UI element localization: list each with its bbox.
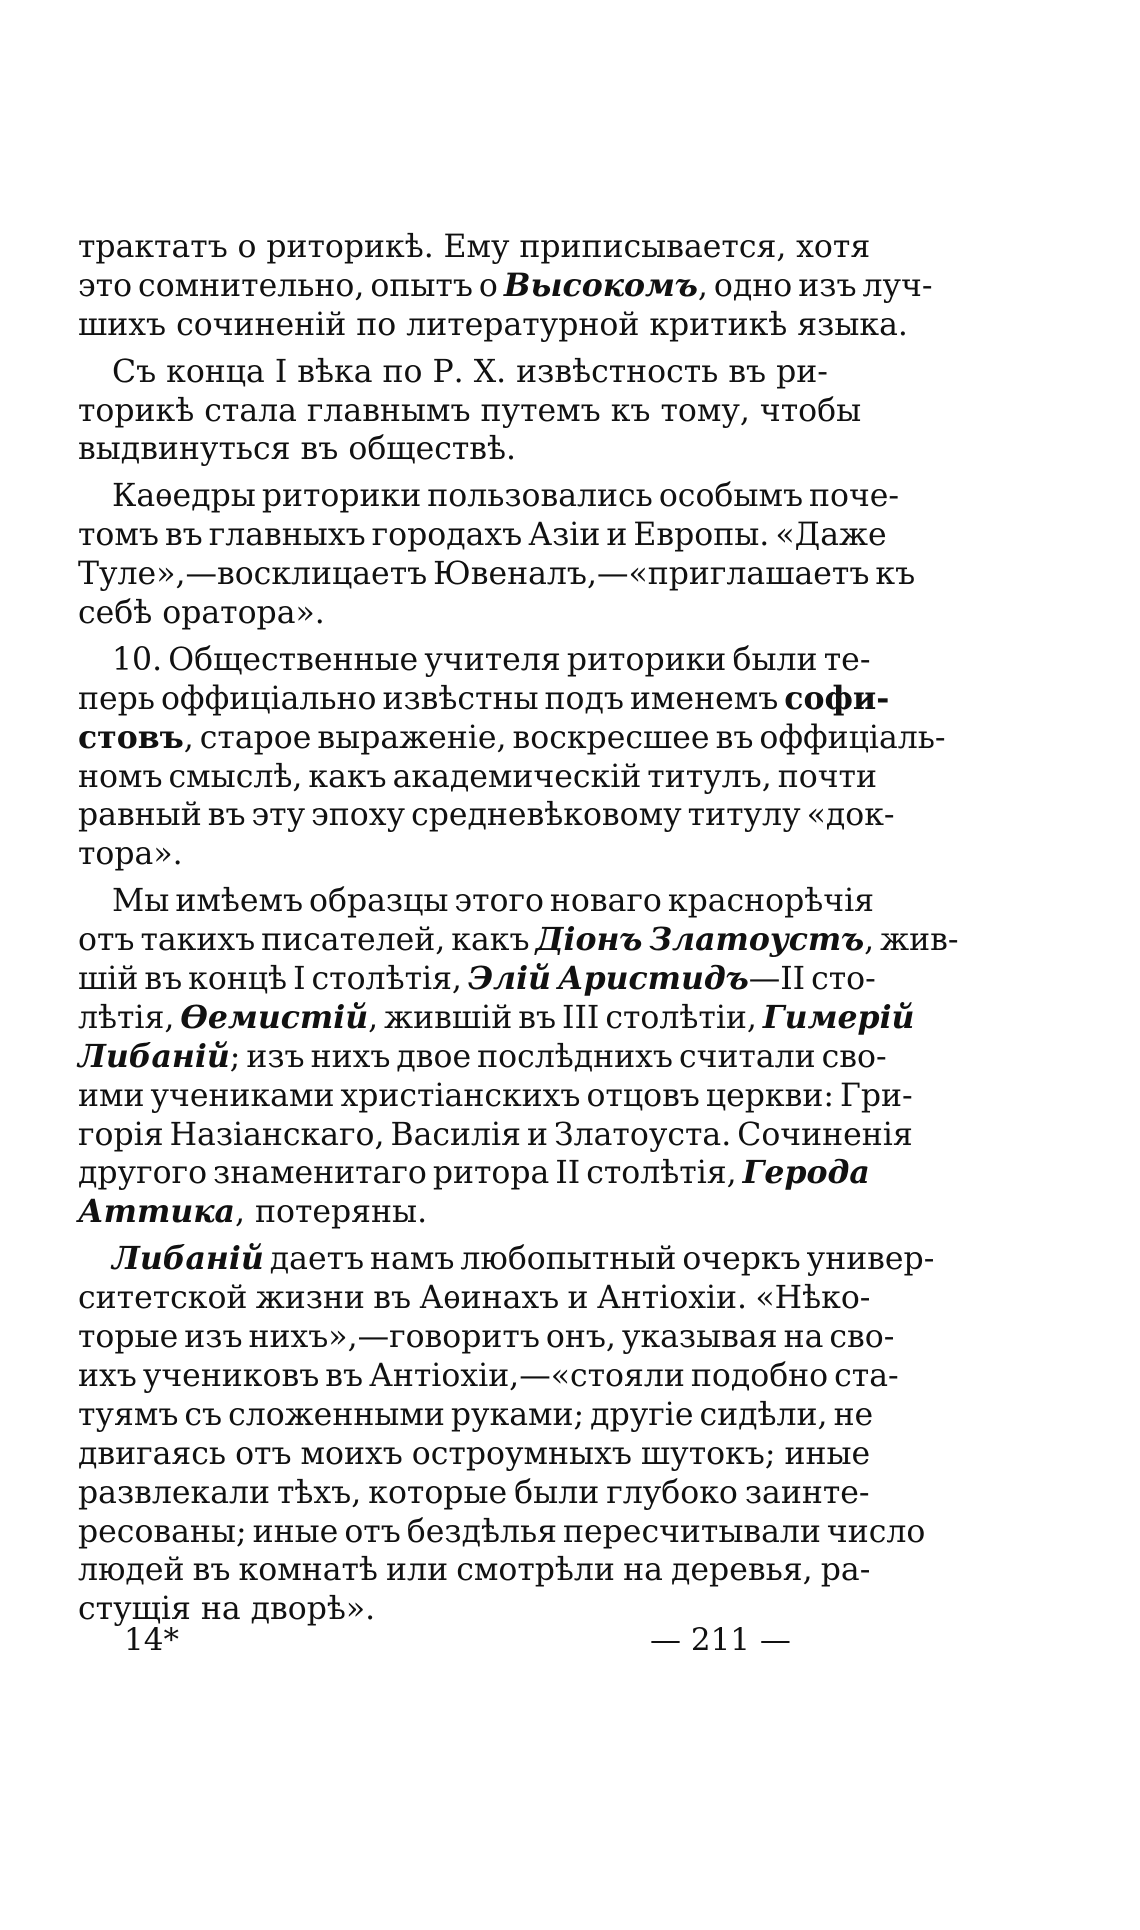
text-run: Каѳедры риторики пользовались особымъ поче- — [112, 478, 900, 515]
text-run: горія Назіанскаго, Василія и Златоуста. Сочиненія — [78, 1116, 913, 1153]
text-line — [78, 430, 870, 469]
text-line — [78, 796, 895, 835]
text-line — [78, 594, 870, 633]
text-run: ; изъ нихъ двое послѣднихъ считали сво- — [229, 1038, 887, 1075]
bold-term: софи- — [784, 679, 890, 717]
text-line — [78, 1396, 874, 1435]
paragraph-gap — [78, 345, 870, 353]
text-run: развлекали тѣхъ, которые были глубоко заинте- — [78, 1474, 870, 1511]
italic-name: Либаній — [112, 1240, 264, 1278]
text-run: ихъ учениковъ въ Антіохіи,—«стояли подобно ста- — [78, 1357, 899, 1394]
text-line — [78, 1154, 870, 1193]
text-run: шій въ концѣ I столѣтія, — [78, 961, 468, 998]
text-line — [78, 1513, 926, 1552]
text-run: лѣтія, — [78, 999, 181, 1036]
text-run: —II сто- — [748, 961, 876, 998]
text-run: себѣ оратора». — [78, 595, 325, 632]
text-line — [78, 921, 959, 960]
text-run: 10. Общественные учителя риторики были те- — [112, 641, 871, 678]
text-run: Мы имѣемъ образцы этого новаго краснорѣчія — [112, 883, 875, 920]
text-line — [78, 477, 900, 516]
bold-term: стовъ — [78, 718, 184, 756]
text-line — [78, 1357, 899, 1396]
text-line — [78, 1435, 870, 1474]
text-line — [78, 1474, 870, 1513]
text-line — [78, 353, 870, 392]
text-run: номъ смыслѣ, какъ академическій титулъ, почти — [78, 758, 877, 795]
text-line — [78, 1279, 870, 1318]
text-line — [78, 758, 877, 797]
text-run: это сомнительно, опытъ о — [78, 267, 504, 304]
text-run: Туле»,—восклицаетъ Ювеналъ,—«приглашаетъ къ — [78, 556, 916, 593]
text-line — [78, 1193, 870, 1232]
text-run: томъ въ главныхъ городахъ Азіи и Европы. «Даже — [78, 517, 887, 554]
text-line — [78, 1037, 887, 1077]
text-run: равный въ эту эпоху средневѣковому титулу «док- — [78, 797, 895, 834]
text-line — [78, 1240, 935, 1279]
text-run: , потеряны. — [234, 1194, 428, 1231]
text-run: стущія на дворѣ». — [78, 1591, 376, 1628]
italic-name: Высокомъ — [503, 266, 698, 304]
paragraph-gap — [78, 1232, 870, 1240]
text-run: туямъ съ сложенными руками; другіе сидѣли, не — [78, 1396, 874, 1433]
text-run: тора». — [78, 836, 183, 873]
text-run: Съ конца I вѣка по Р. Х. извѣстность въ ри- — [112, 353, 828, 390]
text-run: отъ такихъ писателей, какъ — [78, 922, 536, 959]
text-line — [78, 1318, 895, 1357]
text-line — [78, 516, 887, 555]
text-run: торые изъ нихъ»,—говоритъ онъ, указывая на сво- — [78, 1319, 895, 1356]
text-run: торикѣ стала главнымъ путемъ къ тому, чтобы — [78, 392, 862, 429]
text-line — [78, 960, 876, 999]
italic-name: Аттика — [78, 1193, 235, 1231]
text-run: двигаясь отъ моихъ остроумныхъ шутокъ; иные — [78, 1435, 871, 1472]
italic-name: Діонъ Златоустъ — [535, 921, 865, 959]
text-line — [78, 392, 870, 431]
text-run: , одно изъ луч- — [697, 267, 933, 304]
text-line — [78, 1077, 913, 1116]
paragraph-gap — [78, 469, 870, 477]
text-run: , жив- — [864, 922, 959, 959]
italic-name: Гимерій — [762, 998, 915, 1036]
signature-mark: 14* — [124, 1622, 179, 1658]
text-run: другого знаменитаго ритора II столѣтія, — [78, 1155, 743, 1192]
text-line — [78, 835, 870, 874]
italic-name: Элій Аристидъ — [467, 960, 749, 998]
paragraph-gap — [78, 633, 870, 641]
italic-name: Ѳемистій — [180, 998, 369, 1036]
text-line — [78, 228, 870, 267]
paragraph-gap — [78, 874, 870, 882]
text-run: людей въ комнатѣ или смотрѣли на деревья, ра- — [78, 1552, 871, 1589]
text-line — [78, 641, 870, 680]
text-line — [78, 1551, 870, 1590]
text-run: даетъ намъ любопытный очеркъ универ- — [263, 1241, 935, 1278]
text-line — [78, 718, 946, 758]
italic-name: Либаній — [78, 1037, 230, 1075]
italic-name: Герода — [742, 1154, 870, 1192]
text-run: ими учениками христіанскихъ отцовъ церкви: Гри- — [78, 1077, 913, 1114]
text-run: перь оффиціально извѣстны подъ именемъ — [78, 680, 785, 717]
text-line — [78, 555, 916, 594]
text-run: , старое выраженіе, воскресшее въ оффиціаль- — [183, 719, 946, 756]
page-number: — 211 — — [650, 1622, 791, 1658]
text-line — [78, 882, 875, 921]
text-line — [78, 306, 908, 345]
text-line — [78, 679, 890, 719]
text-run: , жившій въ III столѣтіи, — [368, 999, 763, 1036]
page-footer — [0, 1618, 1140, 1662]
text-run: выдвинуться въ обществѣ. — [78, 431, 517, 468]
body-text — [78, 228, 959, 1629]
text-line — [78, 998, 915, 1038]
text-run: ситетской жизни въ Аѳинахъ и Антіохіи. «Нѣко- — [78, 1280, 871, 1317]
text-run: ресованы; иные отъ бездѣлья пересчитывали число — [78, 1513, 926, 1550]
text-line — [78, 266, 933, 306]
text-line — [78, 1116, 913, 1155]
text-run: трактатъ о риторикѣ. Ему приписывается, хотя — [78, 229, 871, 265]
text-run: шихъ сочиненій по литературной критикѣ языка. — [78, 306, 908, 343]
